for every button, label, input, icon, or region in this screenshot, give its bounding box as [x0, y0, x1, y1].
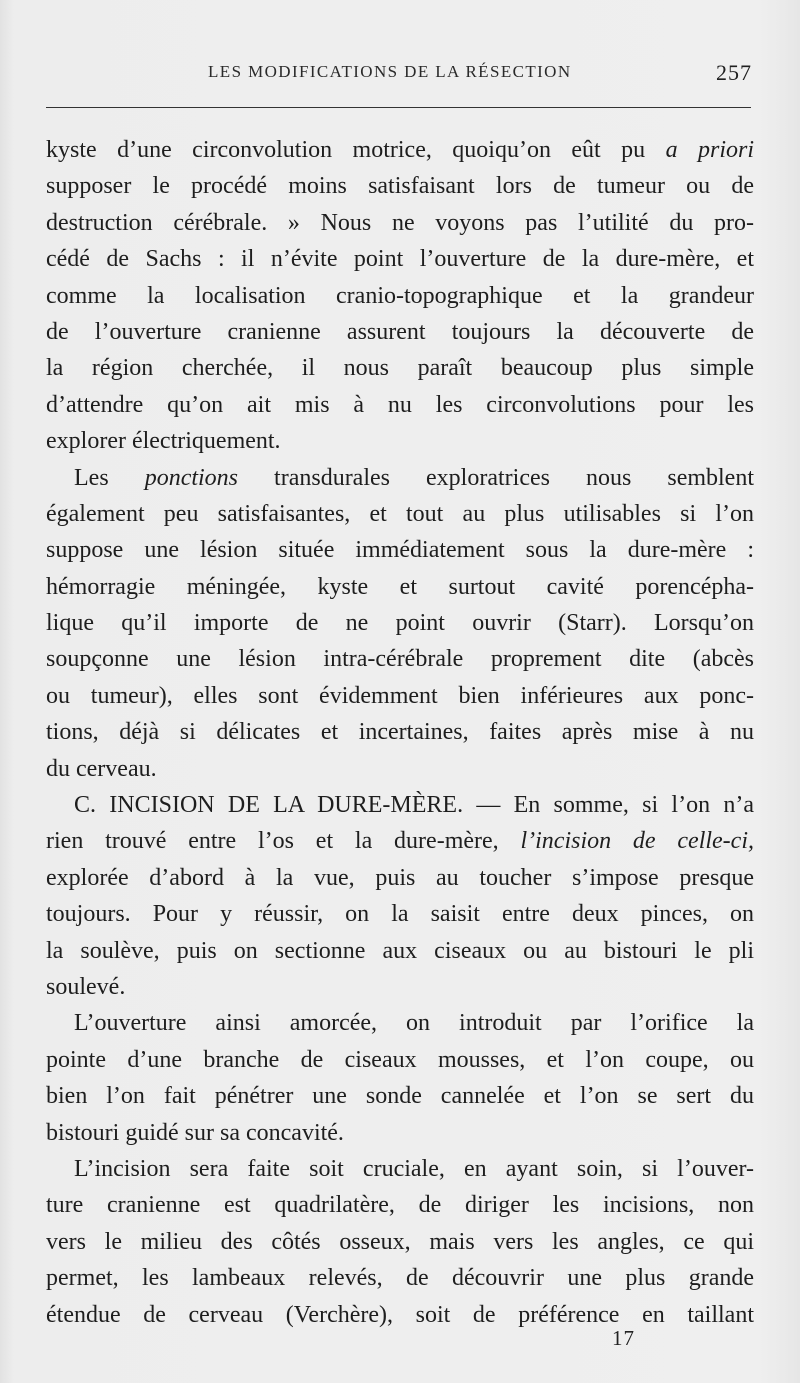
text-line — [46, 496, 754, 532]
running-title: LES MODIFICATIONS DE LA RÉSECTION — [208, 62, 572, 81]
text-segment: hémorragie méningée, kyste et surtout cavité porencépha- — [46, 573, 754, 600]
italic-text: ponctions — [144, 464, 239, 491]
text-line — [46, 969, 754, 1005]
text-segment: suppose une lésion située immédiatement sous la dure-mère : — [46, 537, 754, 564]
running-header — [46, 62, 754, 90]
text-line — [46, 823, 754, 859]
text-line — [46, 1042, 754, 1078]
text-line — [46, 350, 754, 386]
text-line — [46, 860, 754, 896]
text-line — [46, 678, 754, 714]
text-line — [46, 314, 754, 350]
text-segment: toujours. Pour y réussir, on la saisit entre deux pinces, on — [46, 901, 754, 928]
text-segment: rien trouvé entre l’os et la dure-mère, — [46, 828, 521, 855]
text-segment: pointe d’une branche de ciseaux mousses, et l’on coupe, ou — [46, 1046, 754, 1073]
text-line — [46, 1187, 754, 1223]
text-segment: soulevé. — [46, 973, 126, 1000]
text-line — [46, 569, 754, 605]
text-segment: la soulève, puis on sectionne aux ciseaux ou au bistouri le pli — [46, 937, 754, 964]
text-segment: également peu satisfaisantes, et tout au plus utilisables si l’on — [46, 500, 754, 527]
text-segment: du cerveau. — [46, 755, 157, 782]
text-line — [46, 241, 754, 277]
text-segment: L’ouverture ainsi amorcée, on introduit par l’orifice la — [74, 1010, 754, 1037]
text-line — [46, 1224, 754, 1260]
text-segment: vers le milieu des côtés osseux, mais vers les angles, ce qui — [46, 1228, 754, 1255]
text-line — [46, 1115, 754, 1151]
text-line — [46, 387, 754, 423]
text-line — [46, 896, 754, 932]
text-line — [46, 460, 754, 496]
text-line — [46, 787, 754, 823]
text-segment: ou tumeur), elles sont évidemment bien inférieures aux ponc- — [46, 682, 754, 709]
text-line — [46, 205, 754, 241]
text-segment: Les — [74, 464, 145, 491]
text-segment: destruction cérébrale. » Nous ne voyons pas l’utilité du pro- — [46, 209, 754, 236]
text-line — [46, 1297, 754, 1333]
text-segment: lique qu’il importe de ne point ouvrir (Starr). Lorsqu’on — [46, 610, 754, 637]
text-segment: C. INCISION DE LA DURE-MÈRE. — En somme, si l’on n’a — [74, 792, 754, 819]
italic-text: l’incision de celle-ci, — [520, 828, 754, 855]
text-segment: explorer électriquement. — [46, 428, 281, 455]
text-line — [46, 132, 754, 168]
text-segment: de l’ouverture cranienne assurent toujours la découverte de — [46, 318, 754, 345]
text-segment: soupçonne une lésion intra-cérébrale proprement dite (abcès — [46, 646, 754, 673]
text-line — [46, 1005, 754, 1041]
text-line — [46, 1151, 754, 1187]
italic-text: a priori — [665, 137, 754, 163]
text-segment: comme la localisation cranio-topographique et la grandeur — [46, 282, 754, 309]
text-segment: bien l’on fait pénétrer une sonde cannelée et l’on se sert du — [46, 1083, 754, 1110]
signature-mark: 17 — [612, 1326, 635, 1350]
text-line — [46, 1260, 754, 1296]
text-segment: supposer le procédé moins satisfaisant lors de tumeur ou de — [46, 173, 754, 200]
text-line — [46, 751, 754, 787]
text-line — [46, 714, 754, 750]
text-segment: bistouri guidé sur sa concavité. — [46, 1119, 344, 1146]
text-line — [46, 532, 754, 568]
text-segment: transdurales exploratrices nous semblent — [238, 464, 754, 491]
text-segment: cédé de Sachs : il n’évite point l’ouverture de la dure-mère, et — [46, 246, 754, 273]
text-line — [46, 605, 754, 641]
text-line — [46, 168, 754, 204]
text-segment: kyste d’une circonvolution motrice, quoiqu’on eût pu — [46, 137, 666, 163]
body-text — [46, 132, 754, 1333]
text-segment: la région cherchée, il nous paraît beaucoup plus simple — [46, 355, 754, 382]
text-line — [46, 423, 754, 459]
text-segment: d’attendre qu’on ait mis à nu les circonvolutions pour les — [46, 391, 754, 418]
text-line — [46, 933, 754, 969]
text-segment: explorée d’abord à la vue, puis au toucher s’impose presque — [46, 864, 754, 891]
text-segment: permet, les lambeaux relevés, de découvrir une plus grande — [46, 1265, 754, 1292]
text-segment: ture cranienne est quadrilatère, de diriger les incisions, non — [46, 1192, 754, 1219]
text-segment: étendue de cerveau (Verchère), soit de préférence en taillant — [46, 1301, 754, 1328]
text-segment: L’incision sera faite soit cruciale, en ayant soin, si l’ouver- — [74, 1155, 754, 1182]
page-number: 257 — [716, 60, 752, 85]
text-line — [46, 641, 754, 677]
header-rule — [46, 107, 751, 108]
text-segment: tions, déjà si délicates et incertaines, faites après mise à nu — [46, 719, 754, 746]
text-line — [46, 1078, 754, 1114]
text-line — [46, 278, 754, 314]
